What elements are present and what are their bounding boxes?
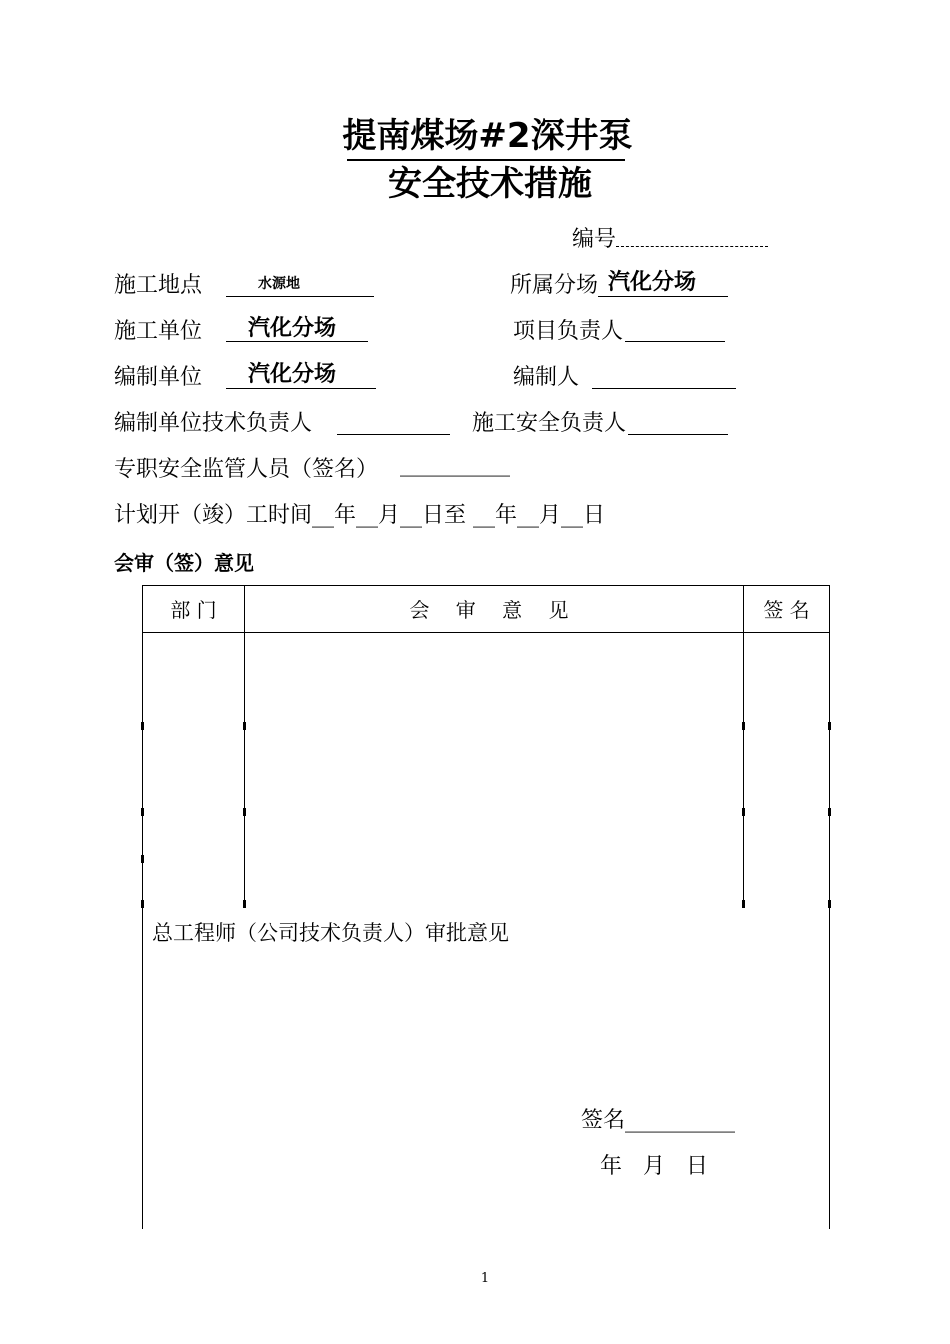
chief-engineer-opinion-area[interactable] xyxy=(152,950,822,1090)
unit-field[interactable] xyxy=(226,341,368,342)
number-label: 编号 xyxy=(572,227,617,252)
project-lead-label: 项目负责人 xyxy=(513,319,624,344)
safety-lead-label: 施工安全负责人 xyxy=(472,411,627,436)
chief-date-label: 年 月 日 xyxy=(600,1154,708,1179)
author-unit-value: 汽化分场 xyxy=(248,362,337,387)
table-top-border xyxy=(142,585,830,586)
tick-mark xyxy=(828,808,831,816)
title-line-2: 安全技术措施 xyxy=(388,164,592,204)
chief-sign-label: 签名__________ xyxy=(581,1108,736,1133)
review-heading: 会审（签）意见 xyxy=(114,551,254,575)
unit-label: 施工单位 xyxy=(114,319,203,344)
col-header-sign: 签 名 xyxy=(763,598,810,622)
tick-mark xyxy=(828,722,831,730)
table-col-divider-2 xyxy=(743,585,744,908)
branch-label: 所属分场 xyxy=(510,273,599,298)
branch-field[interactable] xyxy=(598,296,728,297)
sign-cell[interactable] xyxy=(745,634,828,906)
tech-lead-field[interactable] xyxy=(337,434,450,435)
project-lead-field[interactable] xyxy=(625,341,725,342)
tick-mark xyxy=(828,900,831,908)
author-field[interactable] xyxy=(592,388,736,389)
chief-engineer-label: 总工程师（公司技术负责人）审批意见 xyxy=(152,921,509,945)
title-line-1: 提南煤场#2深井泵 xyxy=(342,116,633,156)
author-unit-field[interactable] xyxy=(226,388,376,389)
col-header-opinion: 会 审 意 见 xyxy=(409,598,579,622)
author-unit-label: 编制单位 xyxy=(114,365,203,390)
opinion-cell[interactable] xyxy=(246,634,742,906)
site-field[interactable] xyxy=(226,296,374,297)
dept-cell[interactable] xyxy=(144,634,243,906)
site-value: 水源地 xyxy=(258,276,300,292)
tech-lead-label: 编制单位技术负责人 xyxy=(114,411,313,436)
unit-value: 汽化分场 xyxy=(248,316,337,341)
col-header-dept: 部 门 xyxy=(170,598,217,622)
page-number: 1 xyxy=(480,1271,490,1286)
number-field[interactable] xyxy=(616,246,768,247)
branch-value: 汽化分场 xyxy=(608,270,697,295)
table-header-border xyxy=(142,632,830,633)
supervisor-label: 专职安全监管人员（签名） xyxy=(114,457,379,482)
schedule-label: 计划开（竣）工时间__年__月__日至 __年__月__日 xyxy=(114,503,605,528)
author-label: 编制人 xyxy=(513,365,580,390)
safety-lead-field[interactable] xyxy=(628,434,728,435)
site-label: 施工地点 xyxy=(114,273,203,298)
supervisor-field[interactable]: __________ xyxy=(400,452,510,477)
table-col-divider-1 xyxy=(244,585,245,908)
